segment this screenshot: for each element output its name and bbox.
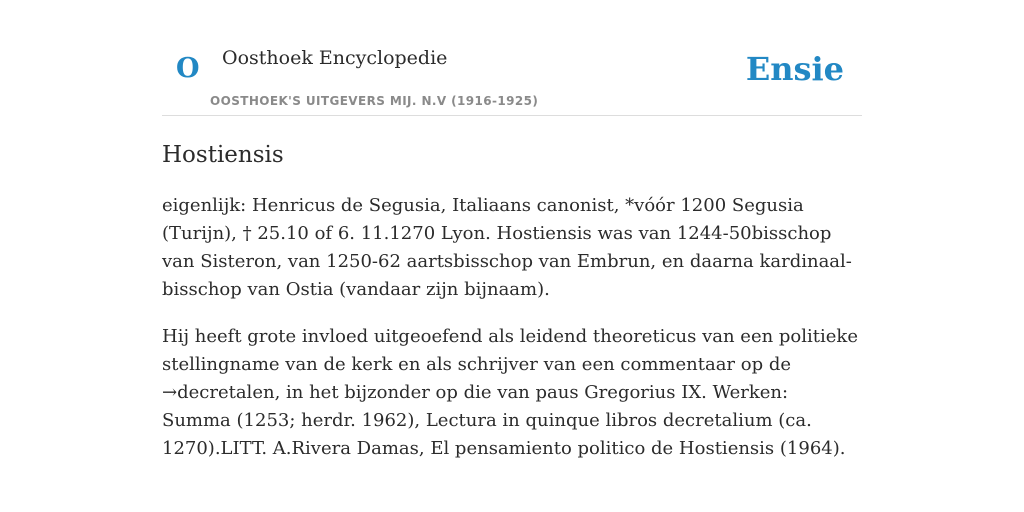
paragraph-text: Hij heeft grote invloed uitgeoefend als leidend theoreticus van een politieke stellingname van de kerk en als schrijver van een commentaar op de — [162, 326, 858, 375]
paragraph-text: , in het bijzonder op die van paus Gregorius IX. Werken: Summa (1253; herdr. 1962), Lectura in quinque libros decretalium (ca. 1270).LITT. A.Rivera Damas, El pensamiento politico de Hostiensis (1964). — [162, 382, 846, 459]
site-title[interactable]: Oosthoek Encyclopedie — [222, 47, 448, 69]
site-header — [162, 0, 862, 116]
ensie-brand-link[interactable]: Ensie — [745, 50, 844, 88]
article-paragraph: eigenlijk: Henricus de Segusia, Italiaans canonist, *vóór 1200 Segusia (Turijn), † 25.10 of 6. 11.1270 Lyon. Hostiensis was van 1244-50bisschop van Sisteron, van 1250-62 aartsbisschop van Embrun, en daarna kardinaal-bisschop van Ostia (vandaar zijn bijnaam). — [162, 195, 852, 300]
site-logo[interactable]: O — [176, 53, 200, 84]
article-title: Hostiensis — [162, 142, 284, 168]
decretalen-link[interactable]: →decretalen — [162, 382, 275, 403]
page — [162, 0, 862, 512]
publisher-subtitle: OOSTHOEK'S UITGEVERS MIJ. N.V (1916-1925) — [210, 94, 539, 108]
article-paragraph — [162, 323, 862, 463]
